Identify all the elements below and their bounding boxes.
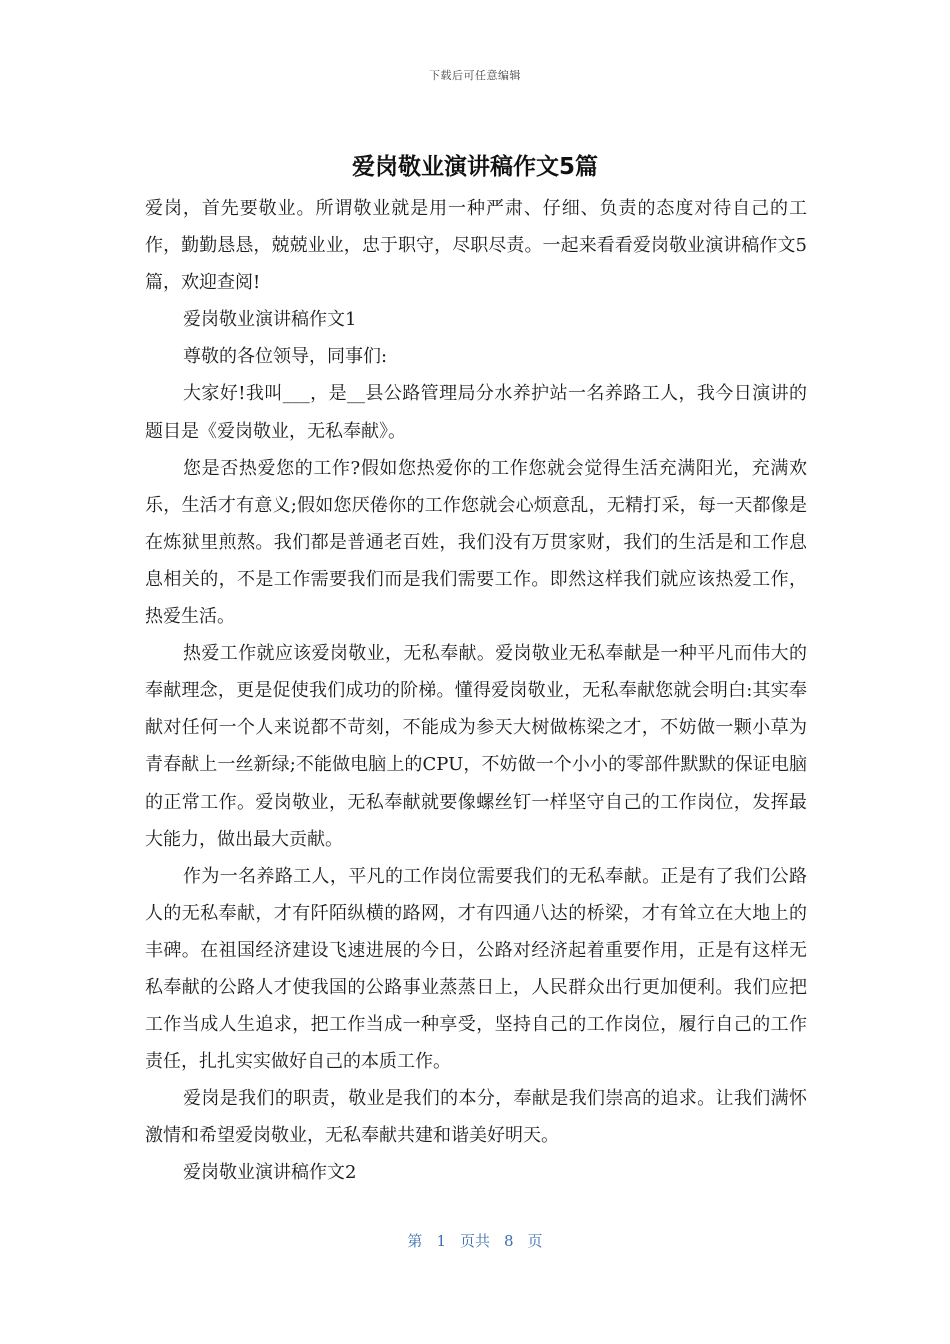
section-heading-2: 爱岗敬业演讲稿作文2	[183, 1162, 357, 1184]
footer-prefix: 第	[407, 1232, 423, 1250]
salutation: 尊敬的各位领导，同事们:	[183, 346, 388, 368]
body-paragraph: 作为一名养路工人，平凡的工作岗位需要我们的无私奉献。正是有了我们公路人的无私奉献，才有阡陌纵横的路网，才有四通八达的桥梁，才有耸立在大地上的丰碑。在祖国经济建设飞速进展的今日，公路对经济起着重要作用，正是有这样无私奉献的公路人才使我国的公路事业蒸蒸日上，人民群众出行更加便利。我们应把工作当成人生追求，把工作当成一种享受，坚持自己的工作岗位，履行自己的工作责任，扎扎实实做好自己的本质工作。	[145, 865, 807, 1073]
intro-paragraph: 爱岗，首先要敬业。所谓敬业就是用一种严肃、仔细、负责的态度对待自己的工作，勤勤恳恳，兢兢业业，忠于职守，尽职尽责。一起来看看爱岗敬业演讲稿作文5篇，欢迎查阅!	[145, 198, 807, 294]
body-paragraph: 热爱工作就应该爱岗敬业，无私奉献。爱岗敬业无私奉献是一种平凡而伟大的奉献理念，更是促使我们成功的阶梯。懂得爱岗敬业，无私奉献您就会明白:其实奉献对任何一个人来说都不苛刻，不能成为参天大树做栋梁之才，不妨做一颗小草为青春献上一丝新绿;不能做电脑上的CPU，不妨做一个小小的零部件默默的保证电脑的正常工作。爱岗敬业，无私奉献就要像螺丝钉一样坚守自己的工作岗位，发挥最大能力，做出最大贡献。	[145, 643, 807, 850]
document-body	[145, 190, 807, 1192]
current-page-number: 1	[436, 1232, 446, 1250]
page-footer	[0, 1230, 950, 1251]
section-heading-1: 爱岗敬业演讲稿作文1	[183, 309, 357, 331]
header-note: 下载后可任意编辑	[429, 69, 521, 82]
body-paragraph: 大家好!我叫___，是__县公路管理局分水养护站一名养路工人，我今日演讲的题目是《爱岗敬业，无私奉献》。	[145, 383, 807, 442]
body-paragraph: 您是否热爱您的工作?假如您热爱你的工作您就会觉得生活充满阳光，充满欢乐，生活才有意义;假如您厌倦你的工作您就会心烦意乱，无精打采，每一天都像是在炼狱里煎熬。我们都是普通老百姓，我们没有万贯家财，我们的生活是和工作息息相关的，不是工作需要我们而是我们需要工作。即然这样我们就应该热爱工作，热爱生活。	[145, 457, 807, 628]
footer-middle: 页共	[459, 1232, 490, 1250]
body-paragraph: 爱岗是我们的职责，敬业是我们的本分，奉献是我们崇高的追求。让我们满怀激情和希望爱岗敬业，无私奉献共建和谐美好明天。	[145, 1088, 807, 1147]
document-title: 爱岗敬业演讲稿作文5篇	[351, 154, 598, 180]
total-page-count: 8	[504, 1232, 514, 1250]
footer-suffix: 页	[527, 1232, 543, 1250]
